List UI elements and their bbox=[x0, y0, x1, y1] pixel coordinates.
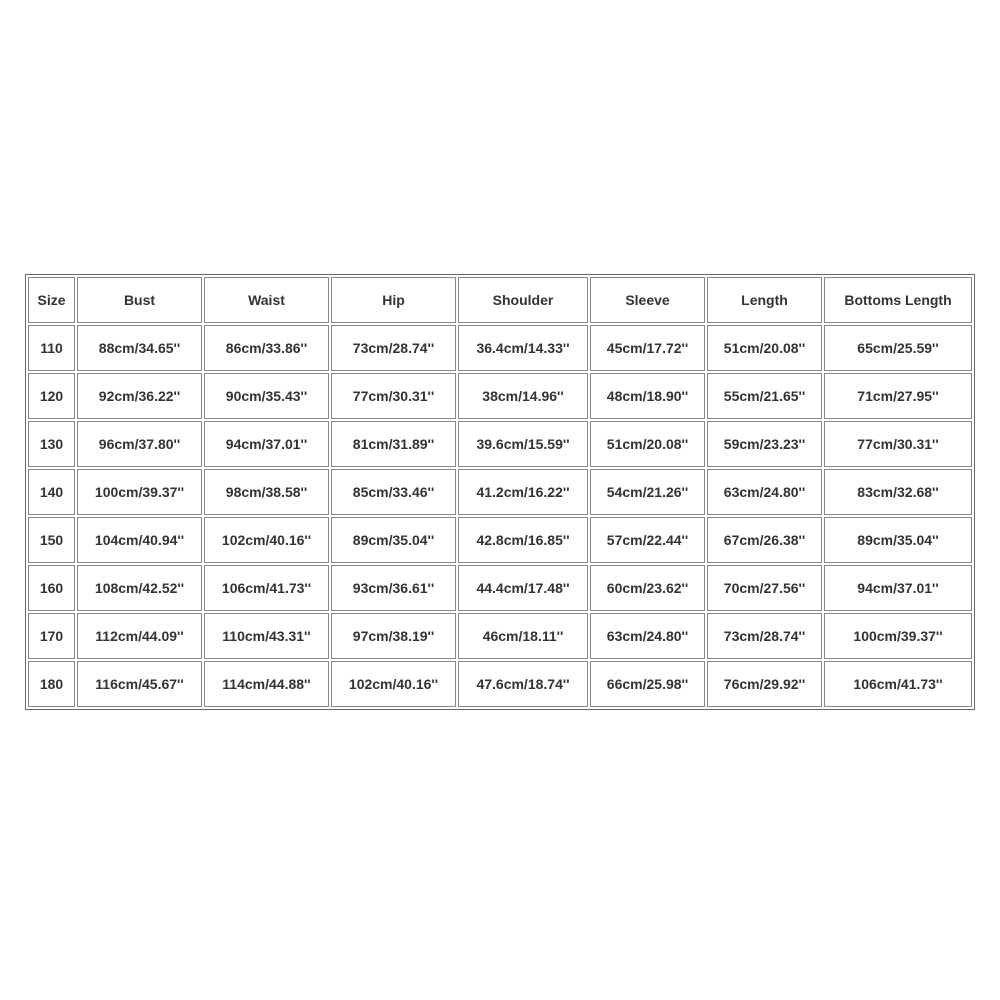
cell-hip: 73cm/28.74'' bbox=[331, 325, 456, 371]
header-sleeve: Sleeve bbox=[590, 277, 705, 323]
cell-hip: 102cm/40.16'' bbox=[331, 661, 456, 707]
cell-bottoms-length: 94cm/37.01'' bbox=[824, 565, 972, 611]
cell-length: 51cm/20.08'' bbox=[707, 325, 822, 371]
table-row bbox=[28, 373, 972, 419]
cell-size: 110 bbox=[28, 325, 75, 371]
cell-sleeve: 63cm/24.80'' bbox=[590, 613, 705, 659]
header-bottoms-length: Bottoms Length bbox=[824, 277, 972, 323]
cell-bust: 100cm/39.37'' bbox=[77, 469, 202, 515]
table-row bbox=[28, 661, 972, 707]
cell-bust: 96cm/37.80'' bbox=[77, 421, 202, 467]
table-row bbox=[28, 565, 972, 611]
cell-hip: 77cm/30.31'' bbox=[331, 373, 456, 419]
cell-waist: 106cm/41.73'' bbox=[204, 565, 329, 611]
cell-length: 59cm/23.23'' bbox=[707, 421, 822, 467]
cell-bust: 92cm/36.22'' bbox=[77, 373, 202, 419]
cell-bust: 108cm/42.52'' bbox=[77, 565, 202, 611]
table-row bbox=[28, 421, 972, 467]
table-header bbox=[28, 277, 972, 323]
cell-shoulder: 36.4cm/14.33'' bbox=[458, 325, 588, 371]
cell-sleeve: 48cm/18.90'' bbox=[590, 373, 705, 419]
cell-sleeve: 51cm/20.08'' bbox=[590, 421, 705, 467]
cell-size: 120 bbox=[28, 373, 75, 419]
cell-hip: 89cm/35.04'' bbox=[331, 517, 456, 563]
table-body bbox=[28, 325, 972, 707]
cell-length: 76cm/29.92'' bbox=[707, 661, 822, 707]
cell-hip: 93cm/36.61'' bbox=[331, 565, 456, 611]
cell-shoulder: 47.6cm/18.74'' bbox=[458, 661, 588, 707]
cell-length: 67cm/26.38'' bbox=[707, 517, 822, 563]
cell-length: 70cm/27.56'' bbox=[707, 565, 822, 611]
cell-hip: 81cm/31.89'' bbox=[331, 421, 456, 467]
cell-bust: 88cm/34.65'' bbox=[77, 325, 202, 371]
cell-size: 130 bbox=[28, 421, 75, 467]
cell-length: 55cm/21.65'' bbox=[707, 373, 822, 419]
cell-waist: 110cm/43.31'' bbox=[204, 613, 329, 659]
cell-length: 63cm/24.80'' bbox=[707, 469, 822, 515]
cell-shoulder: 44.4cm/17.48'' bbox=[458, 565, 588, 611]
cell-waist: 86cm/33.86'' bbox=[204, 325, 329, 371]
header-bust: Bust bbox=[77, 277, 202, 323]
cell-size: 170 bbox=[28, 613, 75, 659]
cell-bust: 104cm/40.94'' bbox=[77, 517, 202, 563]
cell-hip: 85cm/33.46'' bbox=[331, 469, 456, 515]
header-waist: Waist bbox=[204, 277, 329, 323]
table-row bbox=[28, 325, 972, 371]
cell-bottoms-length: 89cm/35.04'' bbox=[824, 517, 972, 563]
header-hip: Hip bbox=[331, 277, 456, 323]
cell-bottoms-length: 65cm/25.59'' bbox=[824, 325, 972, 371]
cell-sleeve: 54cm/21.26'' bbox=[590, 469, 705, 515]
cell-bottoms-length: 106cm/41.73'' bbox=[824, 661, 972, 707]
cell-shoulder: 39.6cm/15.59'' bbox=[458, 421, 588, 467]
header-shoulder: Shoulder bbox=[458, 277, 588, 323]
cell-sleeve: 57cm/22.44'' bbox=[590, 517, 705, 563]
cell-shoulder: 46cm/18.11'' bbox=[458, 613, 588, 659]
table-row bbox=[28, 613, 972, 659]
cell-bottoms-length: 83cm/32.68'' bbox=[824, 469, 972, 515]
cell-waist: 98cm/38.58'' bbox=[204, 469, 329, 515]
cell-bottoms-length: 71cm/27.95'' bbox=[824, 373, 972, 419]
cell-size: 150 bbox=[28, 517, 75, 563]
cell-shoulder: 38cm/14.96'' bbox=[458, 373, 588, 419]
cell-size: 180 bbox=[28, 661, 75, 707]
table-row bbox=[28, 469, 972, 515]
cell-waist: 90cm/35.43'' bbox=[204, 373, 329, 419]
cell-sleeve: 66cm/25.98'' bbox=[590, 661, 705, 707]
cell-bottoms-length: 100cm/39.37'' bbox=[824, 613, 972, 659]
table-row bbox=[28, 517, 972, 563]
cell-hip: 97cm/38.19'' bbox=[331, 613, 456, 659]
header-size: Size bbox=[28, 277, 75, 323]
cell-sleeve: 45cm/17.72'' bbox=[590, 325, 705, 371]
cell-waist: 94cm/37.01'' bbox=[204, 421, 329, 467]
cell-length: 73cm/28.74'' bbox=[707, 613, 822, 659]
cell-size: 160 bbox=[28, 565, 75, 611]
header-length: Length bbox=[707, 277, 822, 323]
cell-bottoms-length: 77cm/30.31'' bbox=[824, 421, 972, 467]
cell-shoulder: 42.8cm/16.85'' bbox=[458, 517, 588, 563]
cell-waist: 114cm/44.88'' bbox=[204, 661, 329, 707]
cell-bust: 116cm/45.67'' bbox=[77, 661, 202, 707]
header-row bbox=[28, 277, 972, 323]
size-chart-table bbox=[25, 274, 975, 710]
cell-shoulder: 41.2cm/16.22'' bbox=[458, 469, 588, 515]
cell-size: 140 bbox=[28, 469, 75, 515]
cell-bust: 112cm/44.09'' bbox=[77, 613, 202, 659]
cell-waist: 102cm/40.16'' bbox=[204, 517, 329, 563]
cell-sleeve: 60cm/23.62'' bbox=[590, 565, 705, 611]
